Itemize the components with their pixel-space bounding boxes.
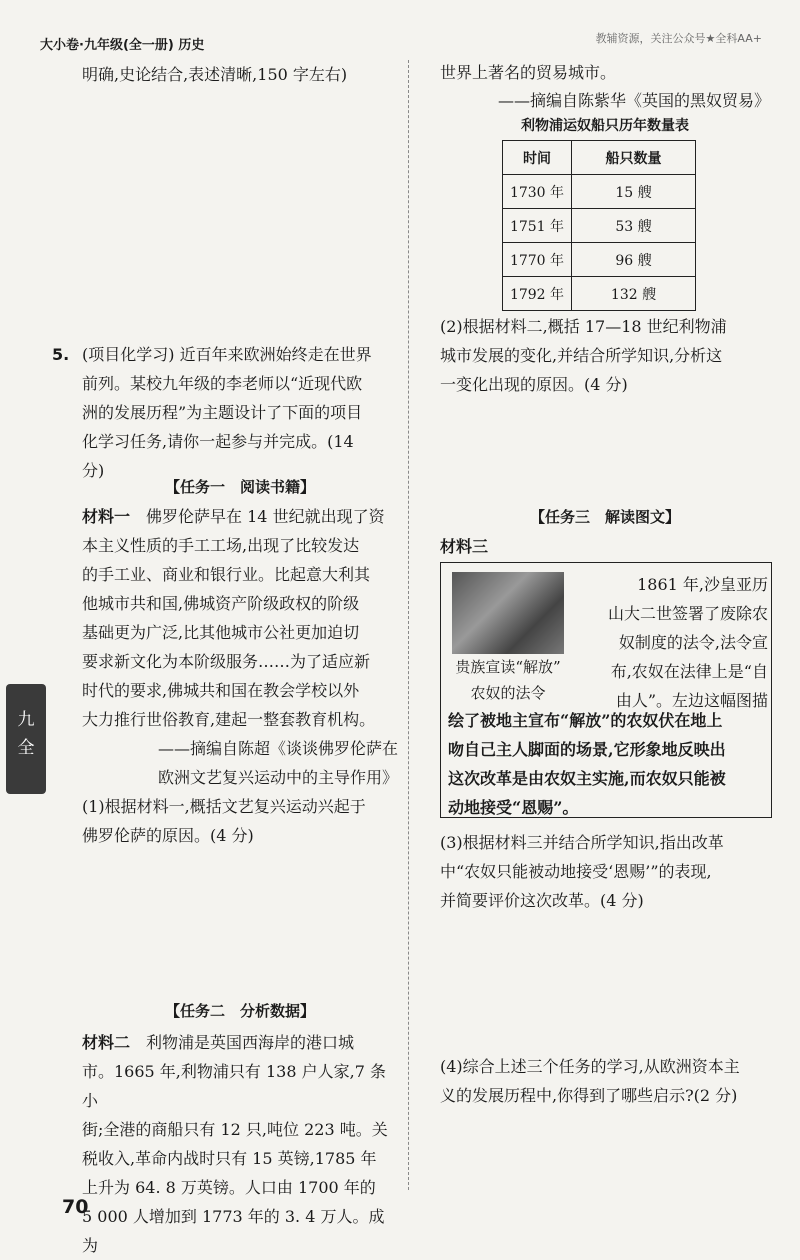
q5-line: (项目化学习) 近百年来欧洲始终走在世界 xyxy=(82,345,372,364)
m3-text xyxy=(448,706,768,822)
m3-label: 材料三 xyxy=(440,537,489,556)
m2-line: 市。1665 年,利物浦只有 138 户人家,7 条小 xyxy=(82,1062,386,1110)
m3-line: 吻自己主人脚面的场景,它形象地反映出 xyxy=(448,740,726,759)
continuation-text: 明确,史论结合,表述清晰,150 字左右) xyxy=(82,65,348,84)
table-header: 船只数量 xyxy=(572,141,696,175)
m2-line: 街;全港的商船只有 12 只,吨位 223 吨。关 xyxy=(82,1120,388,1139)
table-cell: 1751 年 xyxy=(503,209,572,243)
task1-heading: 【任务一 阅读书籍】 xyxy=(164,478,315,496)
m1-line: 佛罗伦萨早在 14 世纪就出现了资 xyxy=(146,507,385,526)
column-divider xyxy=(408,60,409,1190)
side-tab xyxy=(6,684,46,794)
m3-line: 绘了被地主宣布“解放”的农奴伏在地上 xyxy=(448,711,723,730)
q1-line: (1)根据材料一,概括文艺复兴运动兴起于 xyxy=(82,797,366,816)
table-row xyxy=(503,175,696,209)
m1-label: 材料一 xyxy=(82,507,131,526)
task3-heading: 【任务三 解读图文】 xyxy=(529,508,680,526)
m3-side-line: 布,农奴在法律上是“自 xyxy=(610,662,768,681)
q2-line: 城市发展的变化,并结合所学知识,分析这 xyxy=(440,346,723,365)
task2-heading: 【任务二 分析数据】 xyxy=(164,1002,315,1020)
table-row xyxy=(503,243,696,277)
m3-side-line: 由人”。左边这幅图描 xyxy=(615,691,768,710)
m3-side-line: 山大二世签署了废除农 xyxy=(607,604,768,623)
q4-line: (4)综合上述三个任务的学习,从欧洲资本主 xyxy=(440,1057,740,1076)
m3-side-line: 1861 年,沙皇亚历 xyxy=(637,575,768,594)
m2-line: 5 000 人增加到 1773 年的 3. 4 万人。成为 xyxy=(82,1207,385,1255)
m2-label: 材料二 xyxy=(82,1033,131,1052)
table-row xyxy=(503,209,696,243)
table-cell: 132 艘 xyxy=(572,277,696,311)
image-caption xyxy=(446,654,570,706)
table-cell: 1770 年 xyxy=(503,243,572,277)
m1-line: 要求新文化为本阶级服务……为了适应新 xyxy=(82,652,371,671)
side-tab-char: 九 xyxy=(17,710,35,730)
q3-line: 中“农奴只能被动地接受‘恩赐’”的表现, xyxy=(440,862,712,881)
question-3 xyxy=(440,828,770,915)
table-cell: 1792 年 xyxy=(503,277,572,311)
question-2 xyxy=(440,312,770,399)
q4-line: 义的发展历程中,你得到了哪些启示?(2 分) xyxy=(440,1086,738,1105)
q5-line: 前列。某校九年级的李老师以“近现代欧 xyxy=(82,374,363,393)
question-4 xyxy=(440,1052,770,1110)
m2-line: 税收入,革命内战时只有 15 英镑,1785 年 xyxy=(82,1149,377,1168)
question-5-number: 5. xyxy=(52,345,70,364)
q3-line: 并简要评价这次改革。(4 分) xyxy=(440,891,644,910)
q2-line: (2)根据材料二,概括 17—18 世纪利物浦 xyxy=(440,317,727,336)
table-header-row xyxy=(503,141,696,175)
table-cell: 15 艘 xyxy=(572,175,696,209)
caption-line: 贵族宣读“解放” xyxy=(455,658,561,676)
m1-line: 的手工业、商业和银行业。比起意大利其 xyxy=(82,565,371,584)
m2-source: ——摘编自陈紫华《英国的黑奴贸易》 xyxy=(497,91,770,110)
table-header: 时间 xyxy=(503,141,572,175)
table-title: 利物浦运奴船只历年数量表 xyxy=(521,118,689,134)
table-cell: 53 艘 xyxy=(572,209,696,243)
m1-line: 时代的要求,佛城共和国在教会学校以外 xyxy=(82,681,360,700)
m2-line: 利物浦是英国西海岸的港口城 xyxy=(146,1033,355,1052)
material-2 xyxy=(82,1028,398,1260)
table-row xyxy=(503,277,696,311)
m3-line: 动地接受“恩赐”。 xyxy=(448,798,579,817)
q3-line: (3)根据材料三并结合所学知识,指出改革 xyxy=(440,833,724,852)
m1-line: 他城市共和国,佛城资产阶级政权的阶级 xyxy=(82,594,360,613)
m2-line: 上升为 64. 8 万英镑。人口由 1700 年的 xyxy=(82,1178,376,1197)
serf-emancipation-image xyxy=(452,572,564,654)
q1-line: 佛罗伦萨的原因。(4 分) xyxy=(82,826,254,845)
q5-line: 化学习任务,请你一起参与并完成。(14 xyxy=(82,432,354,451)
material-1 xyxy=(82,502,398,850)
header-title: 大小卷·九年级(全一册) 历史 xyxy=(40,38,205,53)
ship-table xyxy=(502,140,696,311)
m1-line: 大力推行世俗教育,建起一整套教育机构。 xyxy=(82,710,376,729)
table-cell: 96 艘 xyxy=(572,243,696,277)
m3-line: 这次改革是由农奴主实施,而农奴只能被 xyxy=(448,769,726,788)
page-number: 70 xyxy=(62,1196,89,1218)
table-cell: 1730 年 xyxy=(503,175,572,209)
m1-source: 欧洲文艺复兴运动中的主导作用》 xyxy=(157,768,398,787)
m3-side-line: 奴制度的法令,法令宣 xyxy=(618,633,768,652)
q2-line: 一变化出现的原因。(4 分) xyxy=(440,375,628,394)
header-watermark: 教辅资源，关注公众号★全科AA+ xyxy=(595,32,762,45)
m1-source: ——摘编自陈超《谈谈佛罗伦萨在 xyxy=(157,739,398,758)
m1-line: 本主义性质的手工工场,出现了比较发达 xyxy=(82,536,360,555)
m1-line: 基础更为广泛,比其他城市公社更加迫切 xyxy=(82,623,360,642)
side-tab-char: 全 xyxy=(17,738,35,758)
caption-line: 农奴的法令 xyxy=(470,684,546,702)
m3-side-text xyxy=(572,570,768,715)
q5-line: 分) xyxy=(82,461,105,480)
m2-end: 世界上著名的贸易城市。 xyxy=(440,63,617,82)
q5-line: 洲的发展历程”为主题设计了下面的项目 xyxy=(82,403,363,422)
